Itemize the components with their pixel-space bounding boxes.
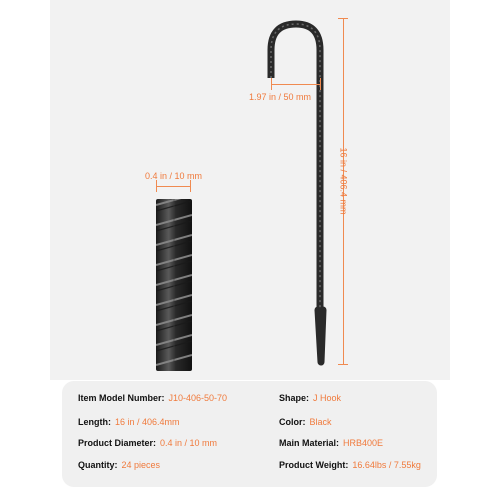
spec-value-item-model: J10-406-50-70 [168,393,228,403]
spec-label-shape: Shape: [279,393,310,403]
spec-value-length: 16 in / 406.4mm [115,417,180,427]
spec-value-material: HRB400E [343,438,384,448]
spec-length [78,417,180,427]
hook-width-dimension-line [271,84,321,85]
spec-value-shape: J Hook [313,393,342,403]
spec-label-weight: Product Weight: [279,460,349,470]
spec-shape [279,393,341,403]
spec-value-color: Black [309,417,332,427]
spec-value-quantity: 24 pieces [121,460,161,470]
diameter-dimension-line [156,186,191,187]
spec-label-item-model: Item Model Number: [78,393,165,403]
spec-item-model [78,393,227,403]
spec-label-quantity: Quantity: [78,460,118,470]
spec-label-diameter: Product Diameter: [78,438,157,448]
product-image-area [50,0,450,380]
spec-label-color: Color: [279,417,306,427]
spec-quantity [78,460,160,470]
j-hook-stake-illustration [260,10,340,370]
spec-diameter [78,438,217,448]
spec-label-material: Main Material: [279,438,340,448]
spec-weight [279,460,421,470]
spec-material [279,438,383,448]
spec-value-diameter: 0.4 in / 10 mm [160,438,218,448]
length-dimension-label: 16 in / 406.4 mm [338,147,349,215]
hook-width-dimension-label: 1.97 in / 50 mm [249,92,312,102]
diameter-dimension-label: 0.4 in / 10 mm [145,171,203,181]
spec-label-length: Length: [78,417,111,427]
spec-value-weight: 16.64lbs / 7.55kg [352,460,421,470]
spec-color [279,417,332,427]
rebar-closeup-illustration [150,195,198,375]
